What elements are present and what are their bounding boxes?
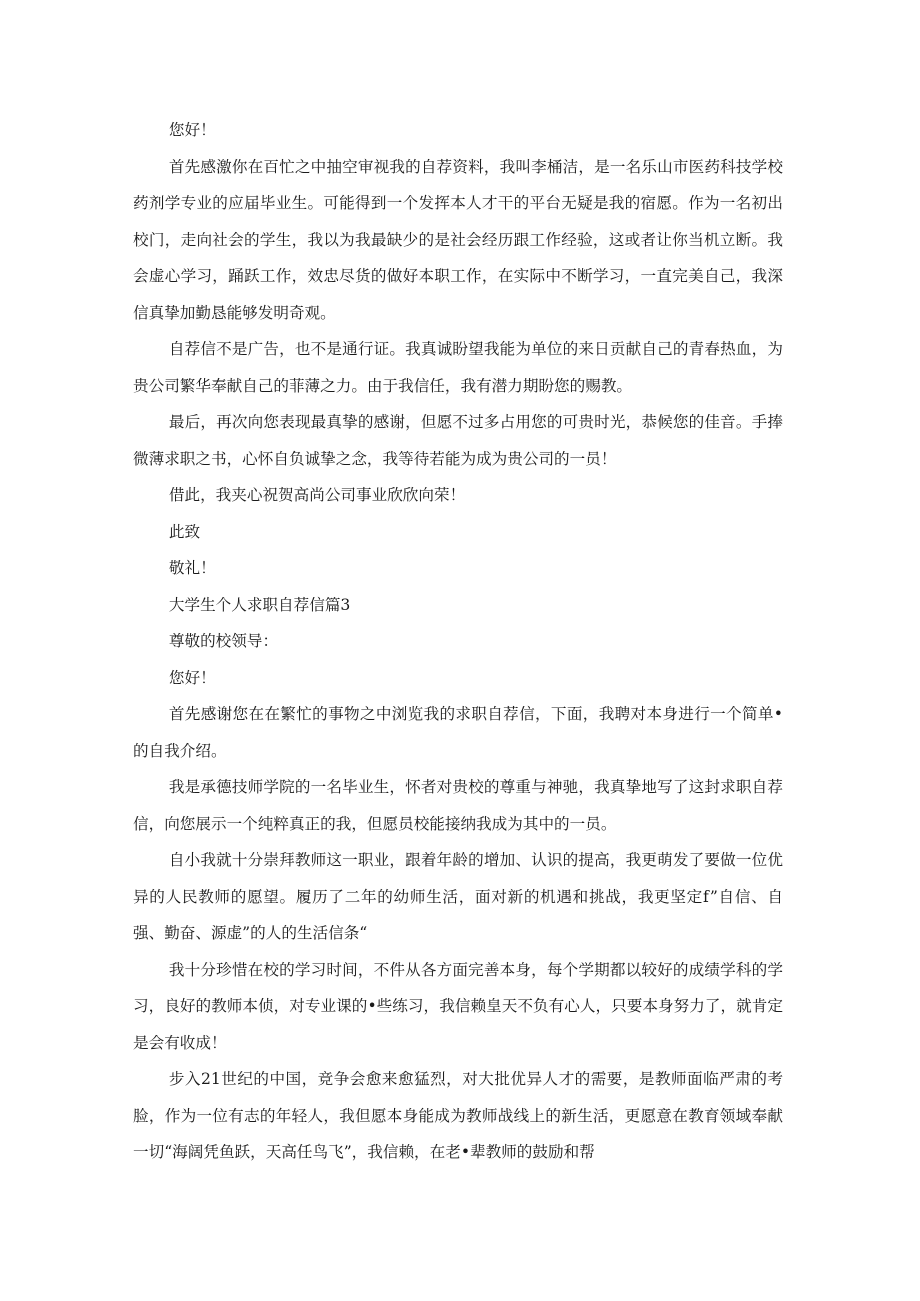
greeting: 您好！ [168, 668, 216, 687]
body-paragraph: 最后，再次向您表现最真挚的感谢，但愿不过多占用您的可贵时光，恭候您的佳音。手捧微薄求职之书，心怀自负诚挚之念，我等待若能为成为贵公司的一员！ [133, 413, 783, 468]
body-paragraph: 我十分珍惜在校的学习时间，不件从各方面完善本身，每个学期都以较好的成绩学科的学习，良好的教师本侦，对专业课的•些练习，我信赖皇天不负有心人，只要本身努力了，就肯定是会有收成！ [133, 960, 783, 1052]
salutation: 尊敬的校领导： [168, 632, 279, 650]
body-paragraph: 首先感谢您在在繁忙的事物之中浏览我的求职自荐信，下面，我聘对本身进行一个简单•的自我介绍。 [133, 705, 783, 760]
body-paragraph: 自小我就十分崇拜教师这一职业，跟着年龄的增加、认识的提高，我更萌发了要做一位优异的人民教师的愿望。履历了二年的幼师生活，面对新的机遇和挑战，我更坚定f”自信、自强、勤奋、源虚”的人的生活信条“ [133, 851, 783, 942]
body-paragraph: 我是承德技师学院的一名毕业生，怀者对贵校的尊重与神驰，我真挚地写了这封求职自荐信，向您展示一个纯粹真正的我，但愿员校能接纳我成为其中的一员。 [133, 778, 783, 833]
section-title: 大学生个人求职自荐信篇3 [168, 595, 351, 614]
closing-salute: 敬礼！ [168, 559, 216, 577]
greeting: 您好！ [168, 121, 216, 139]
body-paragraph: 借此，我夹心祝贺高尚公司事业欣欣向荣！ [168, 486, 466, 504]
body-paragraph: 自荐信不是广告，也不是通行证。我真诚盼望我能为单位的来日贡献自己的青春热血，为贵公司繁华奉献自己的菲薄之力。由于我信任，我有潜力期盼您的赐教。 [133, 340, 783, 395]
closing-line: 此致 [168, 522, 201, 541]
body-paragraph: 步入21世纪的中国，竞争会愈来愈猛烈，对大批优异人才的需要，是教师面临严肃的考脸，作为一位有志的年轻人，我但愿本身能成为教师战线上的新生活，更愿意在教育领域奉献一切“海阔凭鱼跃，天高任鸟飞”，我信赖，在老•辈教师的鼓励和帮 [133, 1070, 783, 1161]
body-paragraph: 首先感激你在百忙之中抽空审视我的自荐资料，我叫李桶洁，是一名乐山市医药科技学校药剂学专业的应届毕业生。可能得到一个发挥本人才干的平台无疑是我的宿愿。作为一名初出校门，走向社会的学生，我以为我最缺少的是社会经历跟工作经验，这或者让你当机立断。我会虚心学习，踊跃工作，效忠尽货的做好本职工作，在实际中不断学习，一直完美自己，我深信真挚加勤恳能够发明奇观。 [133, 157, 783, 322]
document-body [133, 112, 783, 1171]
